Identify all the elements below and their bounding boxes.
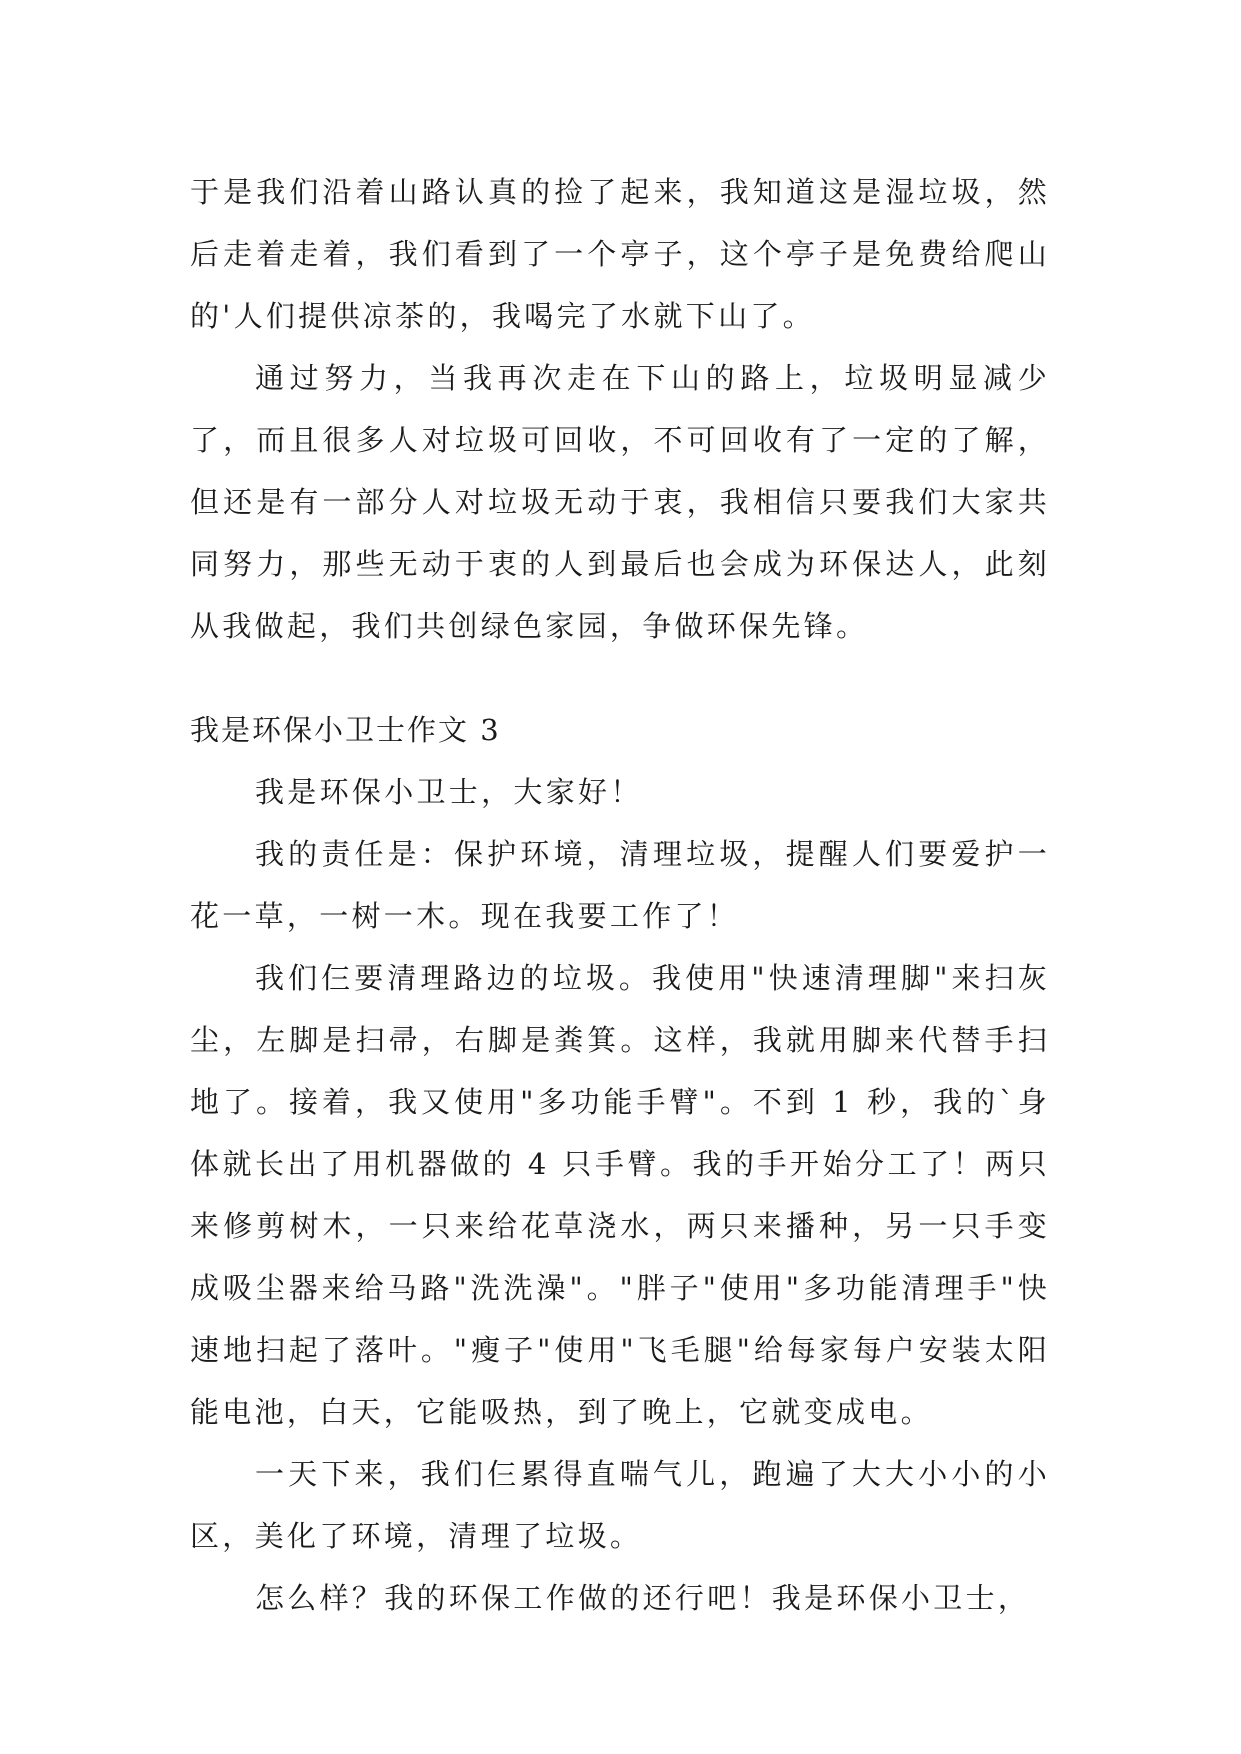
paragraph-day-end: 一天下来，我们仨累得直喘气儿，跑遍了大大小小的小区，美化了环境，清理了垃圾。 bbox=[190, 1457, 1050, 1553]
paragraph-effort: 通过努力，当我再次走在下山的路上，垃圾明显减少了，而且很多人对垃圾可回收，不可回收有了一定的了解，但还是有一部分人对垃圾无动于衷，我相信只要我们大家共同努力，那些无动于衷的人到最后也会成为环保达人，此刻从我做起，我们共创绿色家园，争做环保先锋。 bbox=[190, 361, 1050, 643]
paragraph-cleaning-work: 我们仨要清理路边的垃圾。我使用"快速清理脚"来扫灰尘，左脚是扫帚，右脚是粪箕。这样，我就用脚来代替手扫地了。接着，我又使用"多功能手臂"。不到 1 秒，我的`身体就长出了用机器做的 4 只手臂。我的手开始分工了！两只来修剪树木，一只来给花草浇水，两只来播种，另一只手变成吸尘器来给马路"洗洗澡"。"胖子"使用"多功能清理手"快速地扫起了落叶。"瘦子"使用"飞毛腿"给每家每户安装太阳能电池，白天，它能吸热，到了晚上，它就变成电。 bbox=[190, 961, 1050, 1429]
section-title: 我是环保小卫士作文 3 bbox=[190, 713, 501, 747]
paragraph-greeting: 我是环保小卫士，大家好！ bbox=[255, 775, 643, 809]
document-body bbox=[190, 161, 1050, 1629]
paragraph-closing: 怎么样？我的环保工作做的还行吧！我是环保小卫士， bbox=[255, 1581, 1031, 1615]
paragraph-responsibility: 我的责任是：保护环境，清理垃圾，提醒人们要爱护一花一草，一树一木。现在我要工作了！ bbox=[190, 837, 1050, 933]
paragraph-continuation: 于是我们沿着山路认真的捡了起来，我知道这是湿垃圾，然后走着走着，我们看到了一个亭子，这个亭子是免费给爬山的'人们提供凉茶的，我喝完了水就下山了。 bbox=[190, 175, 1050, 333]
